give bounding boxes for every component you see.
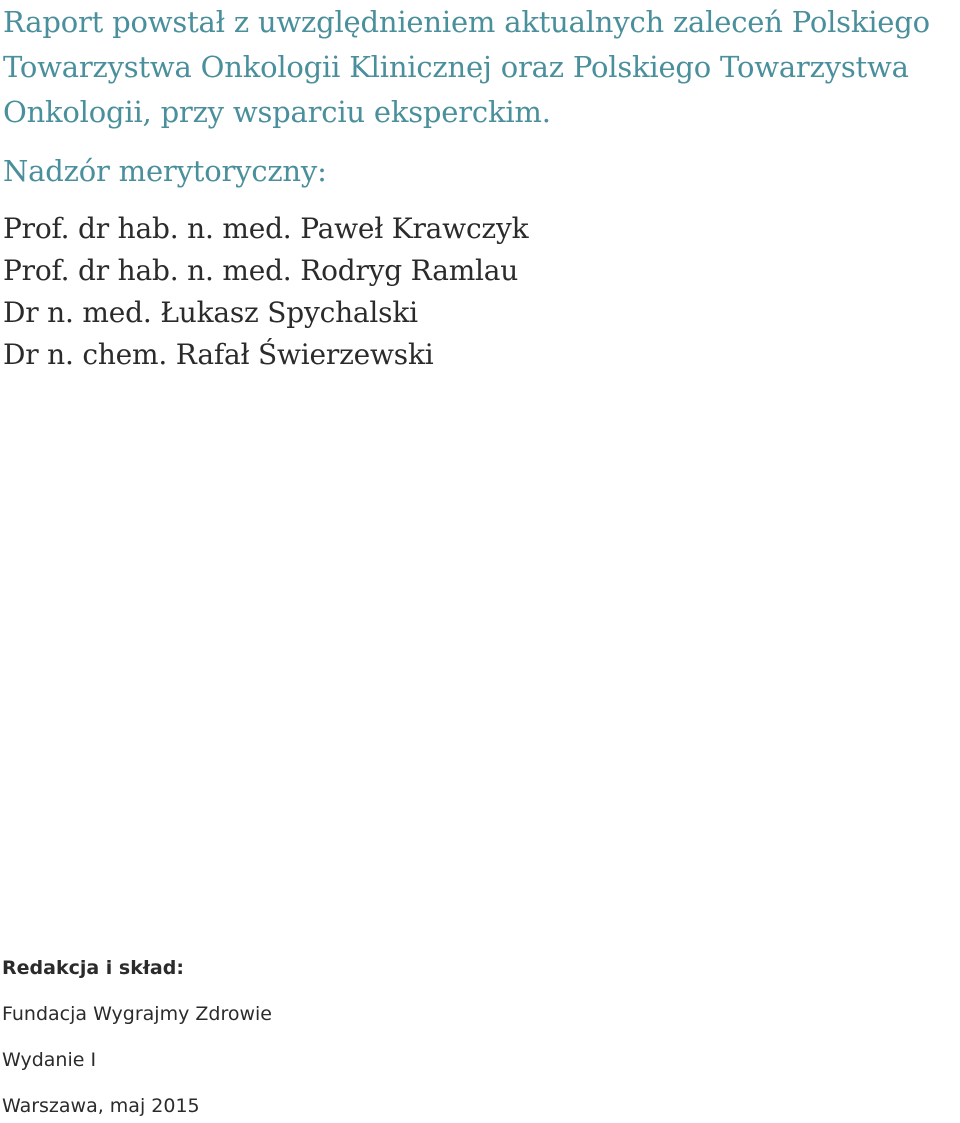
edition-info: Wydanie I bbox=[2, 1049, 97, 1071]
expert-item: Prof. dr hab. n. med. Rodryg Ramlau bbox=[3, 254, 519, 287]
expert-item: Dr n. med. Łukasz Spychalski bbox=[3, 296, 418, 329]
expert-item: Dr n. chem. Rafał Świerzewski bbox=[3, 338, 434, 371]
publisher-name: Fundacja Wygrajmy Zdrowie bbox=[2, 1003, 272, 1025]
expert-item: Prof. dr hab. n. med. Paweł Krawczyk bbox=[3, 212, 529, 245]
editorial-label: Redakcja i skład: bbox=[2, 957, 184, 979]
experts-list bbox=[3, 208, 528, 376]
colophon bbox=[2, 954, 272, 1120]
place-date: Warszawa, maj 2015 bbox=[2, 1095, 200, 1117]
supervision-heading: Nadzór merytoryczny: bbox=[3, 154, 327, 188]
intro-paragraph: Raport powstał z uwzględnieniem aktualnych zaleceń Polskiego Towarzystwa Onkologii Klinicznej oraz Polskiego Towarzystwa Onkologii, przy wsparciu eksperckim. bbox=[3, 5, 930, 129]
